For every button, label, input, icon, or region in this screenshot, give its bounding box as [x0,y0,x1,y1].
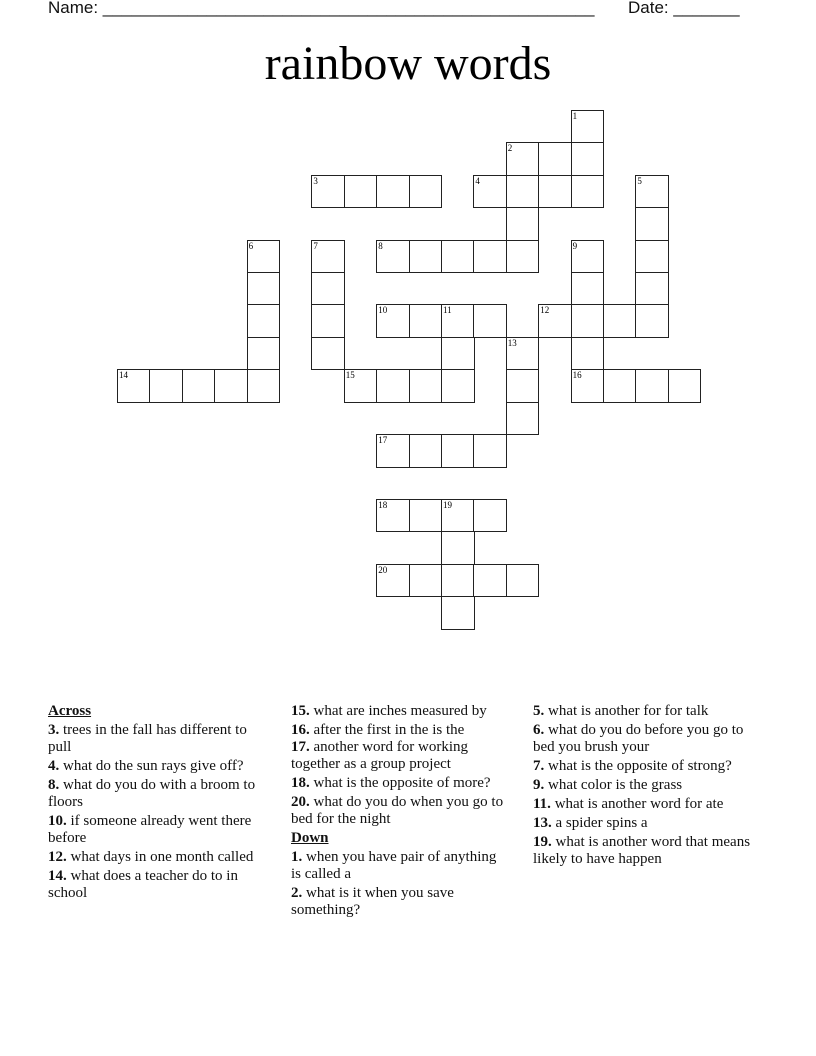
grid-cell[interactable] [409,564,443,598]
clue-number: 13 [507,337,517,348]
grid-cell[interactable] [409,304,443,338]
grid-cell[interactable] [473,175,507,209]
grid-cell[interactable] [441,369,475,403]
clue-across-3: 3. trees in the fall has different to pull [48,722,247,755]
clue-number: 2 [507,143,513,154]
grid-cell[interactable] [311,337,345,371]
clue-across-8: 8. what do you do with a broom to floors [48,777,256,810]
grid-cell[interactable] [441,337,475,371]
clue-number: 6 [248,240,254,251]
grid-cell[interactable] [182,369,216,403]
grid-cell[interactable] [409,434,443,468]
grid-cell[interactable] [376,434,410,468]
grid-cell[interactable] [473,304,507,338]
clues-column-3 [533,701,758,868]
grid-cell[interactable] [635,369,669,403]
clue-down-2: 2. what is it when you save something? [291,885,454,918]
clue-number: 19 [443,499,452,510]
clue-across-4: 4. what do the sun rays give off? [48,758,244,774]
clue-down-1: 1. when you have pair of anything is called a [291,849,497,882]
clue-number: 18 [378,499,388,510]
grid-cell[interactable] [668,369,702,403]
grid-cell[interactable] [571,240,605,274]
grid-cell[interactable] [473,240,507,274]
grid-cell[interactable] [376,304,410,338]
grid-cell[interactable] [538,304,572,338]
grid-cell[interactable] [376,499,410,533]
across-heading: Across [48,703,92,719]
clue-across-16: 16. after the first in the is the [291,722,465,738]
grid-cell[interactable] [441,434,475,468]
grid-cell[interactable] [311,240,345,274]
clue-number: 12 [540,305,550,316]
clues-column-1 [48,701,273,902]
clue-across-17: 17. another word for working together as a group project [291,739,469,772]
clue-number: 4 [475,175,480,186]
clue-number: 20 [378,564,388,575]
clue-number: 11 [443,305,452,316]
clue-across-10: 10. if someone already went there before [48,813,252,846]
grid-cell[interactable] [247,240,281,274]
grid-cell[interactable] [506,207,540,241]
grid-cell[interactable] [149,369,183,403]
date-field-label: Date: _______ [628,0,740,17]
clue-number: 8 [378,240,383,251]
clue-number: 17 [378,435,388,445]
grid-cell[interactable] [571,110,605,144]
clue-number: 14 [119,370,128,381]
grid-cell[interactable] [376,369,410,403]
grid-cell[interactable] [571,272,605,306]
grid-cell[interactable] [311,304,345,338]
grid-cell[interactable] [635,240,669,274]
grid-cell[interactable] [473,434,507,468]
grid-cell[interactable] [247,304,281,338]
grid-cell[interactable] [376,240,410,274]
clue-number: 7 [313,240,318,251]
grid-cell[interactable] [247,272,281,306]
grid-cell[interactable] [441,499,475,533]
grid-cell[interactable] [603,369,637,403]
grid-cell[interactable] [635,175,669,209]
grid-cell[interactable] [441,304,475,338]
name-field-label: Name: ____________________________________________________ [48,0,595,17]
clue-down-13: 13. a spider spins a [533,815,648,831]
grid-cell[interactable] [409,499,443,533]
clue-across-12: 12. what days in one month called [48,849,254,865]
grid-cell[interactable] [441,564,475,598]
grid-cell[interactable] [214,369,248,403]
clue-across-18: 18. what is the opposite of more? [291,775,491,791]
clue-number: 10 [378,305,388,316]
down-heading: Down [291,830,329,846]
clue-number: 16 [572,370,582,381]
grid-cell[interactable] [311,272,345,306]
grid-cell[interactable] [311,175,345,209]
grid-cell[interactable] [506,240,540,274]
grid-cell[interactable] [473,564,507,598]
clue-number: 15 [345,370,355,381]
grid-cell[interactable] [571,304,605,338]
grid-cell[interactable] [571,369,605,403]
grid-cell[interactable] [603,304,637,338]
clue-across-14: 14. what does a teacher do to in school [48,868,238,901]
grid-cell[interactable] [409,240,443,274]
grid-cell[interactable] [441,531,475,565]
grid-cell[interactable] [506,402,540,436]
clue-down-11: 11. what is another word for ate [533,796,724,812]
grid-cell[interactable] [571,337,605,371]
grid-cell[interactable] [344,369,378,403]
grid-cell[interactable] [538,175,572,209]
clue-number: 9 [572,240,578,251]
grid-cell[interactable] [441,596,475,630]
clue-across-20: 20. what do you do when you go to bed for the night [291,794,504,827]
grid-cell[interactable] [635,207,669,241]
clues-column-2 [291,701,506,919]
grid-cell[interactable] [635,304,669,338]
grid-cell[interactable] [376,564,410,598]
grid-cell[interactable] [409,175,443,209]
grid-cell[interactable] [571,175,605,209]
grid-cell[interactable] [344,175,378,209]
clue-down-5: 5. what is another for for talk [533,703,709,719]
grid-cell[interactable] [506,337,540,371]
grid-cell[interactable] [506,564,540,598]
grid-cell[interactable] [247,369,281,403]
puzzle-title: rainbow words [264,37,552,90]
clue-down-19: 19. what is another word that means likely to have happen [533,834,751,867]
grid-cell[interactable] [635,272,669,306]
grid-cell[interactable] [247,337,281,371]
clue-number: 3 [313,175,318,186]
grid-cell[interactable] [538,142,572,176]
clue-down-6: 6. what do you do before you go to bed you brush your [533,722,744,755]
clue-across-15: 15. what are inches measured by [291,703,487,719]
clue-number: 1 [572,111,578,121]
grid-cell[interactable] [409,369,443,403]
grid-cell[interactable] [506,369,540,403]
grid-cell[interactable] [441,240,475,274]
grid-cell[interactable] [506,142,540,176]
grid-cell[interactable] [473,499,507,533]
grid-cell[interactable] [117,369,151,403]
grid-cell[interactable] [376,175,410,209]
grid-cell[interactable] [506,175,540,209]
clue-down-9: 9. what color is the grass [533,777,683,793]
clue-down-7: 7. what is the opposite of strong? [533,758,732,774]
grid-cell[interactable] [571,142,605,176]
clue-number: 5 [637,175,642,186]
